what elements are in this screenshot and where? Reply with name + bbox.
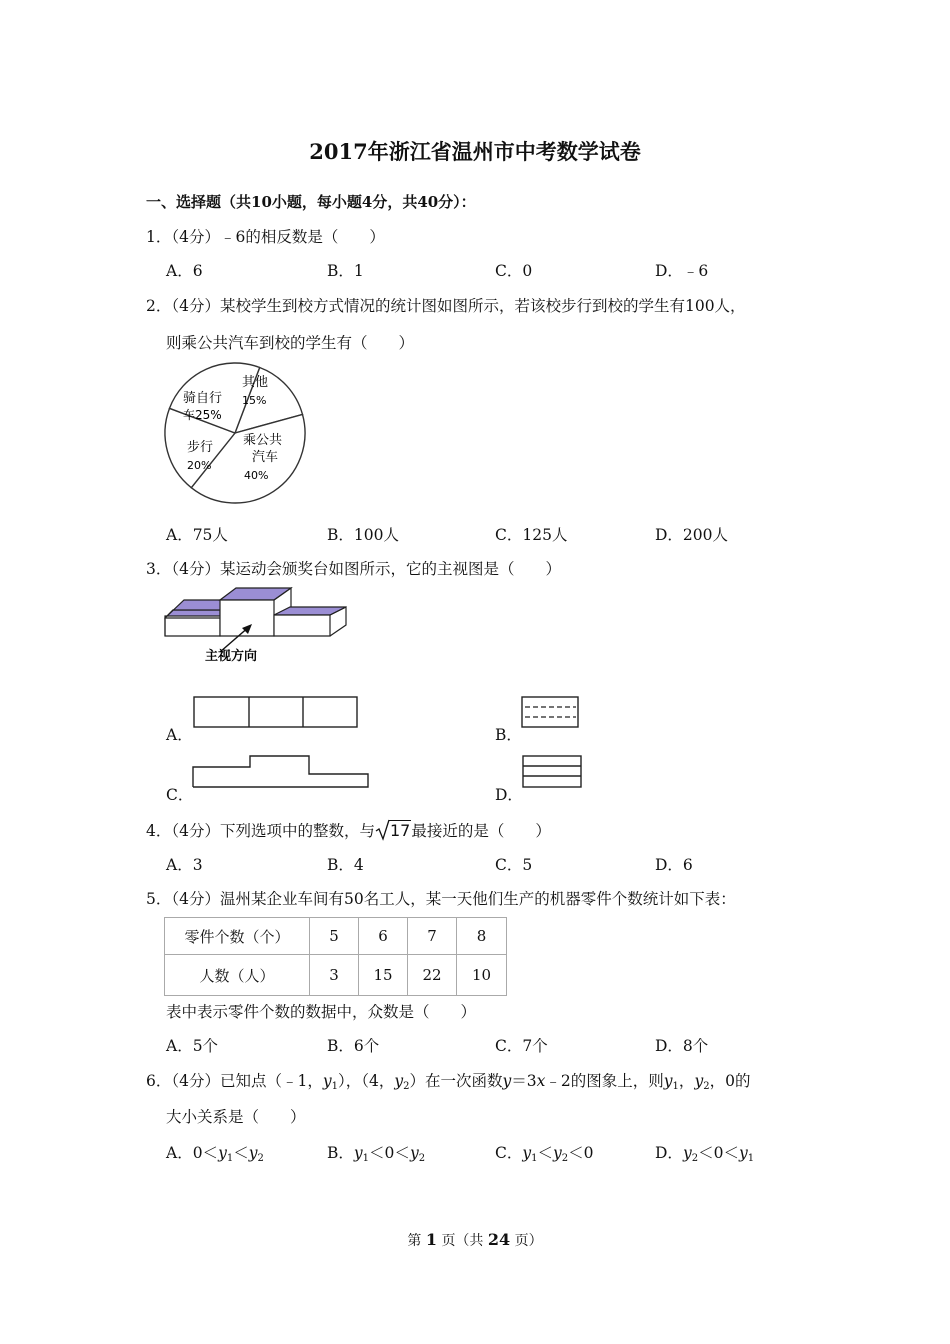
var-x: x xyxy=(536,1072,546,1090)
table-header-cell: 人数（人） xyxy=(165,955,310,996)
q6-text: 0 xyxy=(384,1144,395,1162)
question-4-stem xyxy=(146,819,551,841)
table-row xyxy=(165,918,507,955)
q6-text: ＜0 xyxy=(568,1144,594,1162)
question-5-stem: 5．（4分）温州某企业车间有50名工人，某一天他们生产的机器零件个数统计如下表： xyxy=(146,890,736,908)
q6-text: D． xyxy=(655,1144,683,1162)
pie-label-walk: 步行 xyxy=(187,440,214,455)
q3-option-c-figure xyxy=(192,754,372,790)
q6-text: A．0＜ xyxy=(166,1144,219,1162)
subscript: 2 xyxy=(418,1153,426,1164)
table-cell: 7 xyxy=(408,918,457,955)
subscript: 2 xyxy=(691,1153,699,1164)
q6-text: C． xyxy=(495,1144,523,1162)
q1-option-a: A．6 xyxy=(166,262,203,280)
q6-option-b xyxy=(327,1141,425,1164)
q6-text: ＜ xyxy=(233,1144,249,1162)
table-row xyxy=(165,955,507,996)
footer-text: 第 xyxy=(407,1233,422,1249)
subscript: 2 xyxy=(703,1081,710,1092)
pie-label-bus-2: 汽车 xyxy=(252,450,279,465)
q3-option-d: D． xyxy=(495,786,523,804)
pie-label-bike-2: 车25% xyxy=(183,408,222,422)
page-footer xyxy=(0,1230,950,1250)
q3-option-a-figure xyxy=(193,696,359,730)
q5-option-a: A．5个 xyxy=(166,1037,219,1055)
q1-option-d: D．﹣6 xyxy=(655,262,709,280)
table-cell: 8 xyxy=(457,918,507,955)
footer-text: 页） xyxy=(514,1233,543,1249)
q6-text: ）在一次函数 xyxy=(409,1072,503,1090)
q6-text: ），（4， xyxy=(337,1072,395,1090)
pie-chart xyxy=(160,358,310,508)
q3-option-b: B． xyxy=(495,726,522,744)
pie-pct-other: 15% xyxy=(242,394,267,407)
q2-option-c: C．125人 xyxy=(495,526,568,544)
q6-text: ＝3 xyxy=(511,1072,537,1090)
q2-option-b: B．100人 xyxy=(327,526,399,544)
radical-sign-icon xyxy=(375,819,391,841)
q6-text: ， xyxy=(678,1072,695,1090)
var-y: y xyxy=(394,1072,404,1090)
question-1-stem: 1．（4分）﹣6的相反数是（ ） xyxy=(146,228,385,246)
q4-stem-post: 最接近的是（ ） xyxy=(411,822,551,840)
question-2-stem-line1: 2．（4分）某校学生到校方式情况的统计图如图所示，若该校步行到校的学生有100人， xyxy=(146,297,746,315)
subscript: 2 xyxy=(403,1081,410,1092)
subscript: 1 xyxy=(747,1153,755,1164)
table-cell: 22 xyxy=(408,955,457,996)
q1-option-b: B．1 xyxy=(327,262,364,280)
table-cell: 10 xyxy=(457,955,507,996)
q3-option-c: C． xyxy=(166,786,194,804)
var-y: y xyxy=(522,1144,532,1162)
question-6-stem-line2: 大小关系是（ ） xyxy=(166,1108,306,1126)
q4-option-b: B．4 xyxy=(327,856,364,874)
var-y: y xyxy=(553,1144,562,1162)
q6-text: ，0的 xyxy=(709,1072,751,1090)
var-y: y xyxy=(682,1144,692,1162)
var-y: y xyxy=(353,1144,363,1162)
radicand: 17 xyxy=(389,821,411,840)
subscript: 2 xyxy=(561,1153,569,1164)
q3-option-b-figure xyxy=(521,696,581,730)
parts-table xyxy=(164,917,507,996)
podium-figure xyxy=(160,584,352,670)
var-y: y xyxy=(663,1072,673,1090)
pie-label-bus-1: 乘公共 xyxy=(243,433,283,448)
var-y: y xyxy=(738,1144,748,1162)
q6-text: ＜ xyxy=(369,1144,385,1162)
q6-text: ＜ xyxy=(537,1144,554,1162)
footer-text: 页（共 xyxy=(441,1233,484,1249)
var-y: y xyxy=(409,1144,419,1162)
q6-option-d xyxy=(655,1141,754,1164)
table-cell: 5 xyxy=(310,918,359,955)
pie-label-other: 其他 xyxy=(242,375,269,390)
q3-option-d-figure xyxy=(522,755,584,790)
q5-option-d: D．8个 xyxy=(655,1037,709,1055)
question-5-stem-after: 表中表示零件个数的数据中，众数是（ ） xyxy=(166,1003,477,1021)
page-title: 2017年浙江省温州市中考数学试卷 xyxy=(309,139,641,164)
var-y: y xyxy=(502,1072,512,1090)
q6-text: ＜ xyxy=(394,1144,410,1162)
page-total: 24 xyxy=(487,1230,511,1249)
q6-text: 6．（4分）已知点（﹣1， xyxy=(146,1072,323,1090)
table-cell: 15 xyxy=(359,955,408,996)
table-header-cell: 零件个数（个） xyxy=(165,918,310,955)
q4-option-c: C．5 xyxy=(495,856,533,874)
pie-label-bike-1: 骑自行 xyxy=(183,391,223,406)
q6-text: ＜ xyxy=(723,1144,739,1162)
var-y: y xyxy=(322,1072,332,1090)
pie-pct-bus: 40% xyxy=(244,469,269,482)
var-y: y xyxy=(248,1144,258,1162)
var-y: y xyxy=(694,1072,704,1090)
q5-option-c: C．7个 xyxy=(495,1037,548,1055)
q6-text: ＜ xyxy=(698,1144,714,1162)
q5-option-b: B．6个 xyxy=(327,1037,380,1055)
q6-option-a xyxy=(166,1141,264,1164)
q4-option-d: D．6 xyxy=(655,856,693,874)
q6-option-c xyxy=(495,1141,594,1164)
sqrt-expression xyxy=(375,821,411,840)
q1-option-c: C．0 xyxy=(495,262,533,280)
q4-stem-pre: 4．（4分）下列选项中的整数，与 xyxy=(146,822,375,840)
pie-pct-walk: 20% xyxy=(187,459,212,472)
q6-text: B． xyxy=(327,1144,354,1162)
question-6-stem-line1 xyxy=(146,1069,750,1092)
question-2-stem-line2: 则乘公共汽车到校的学生有（ ） xyxy=(166,334,415,352)
subscript: 1 xyxy=(331,1081,338,1092)
q3-option-a: A． xyxy=(166,726,193,744)
table-cell: 6 xyxy=(359,918,408,955)
page-number: 1 xyxy=(425,1230,437,1249)
q2-option-a: A．75人 xyxy=(166,526,228,544)
subscript: 2 xyxy=(257,1153,264,1164)
section-heading: 一、选择题（共10小题，每小题4分，共40分）： xyxy=(146,193,476,211)
subscript: 1 xyxy=(672,1081,679,1092)
table-cell: 3 xyxy=(310,955,359,996)
q2-option-d: D．200人 xyxy=(655,526,729,544)
subscript: 1 xyxy=(226,1153,234,1164)
q6-text: 0 xyxy=(713,1144,724,1162)
view-direction-label: 主视方向 xyxy=(205,649,258,664)
q6-text: ﹣2的图象上，则 xyxy=(545,1072,664,1090)
q4-option-a: A．3 xyxy=(166,856,203,874)
subscript: 1 xyxy=(362,1153,370,1164)
subscript: 1 xyxy=(531,1153,538,1164)
var-y: y xyxy=(218,1144,227,1162)
question-3-stem: 3．（4分）某运动会颁奖台如图所示，它的主视图是（ ） xyxy=(146,560,561,578)
